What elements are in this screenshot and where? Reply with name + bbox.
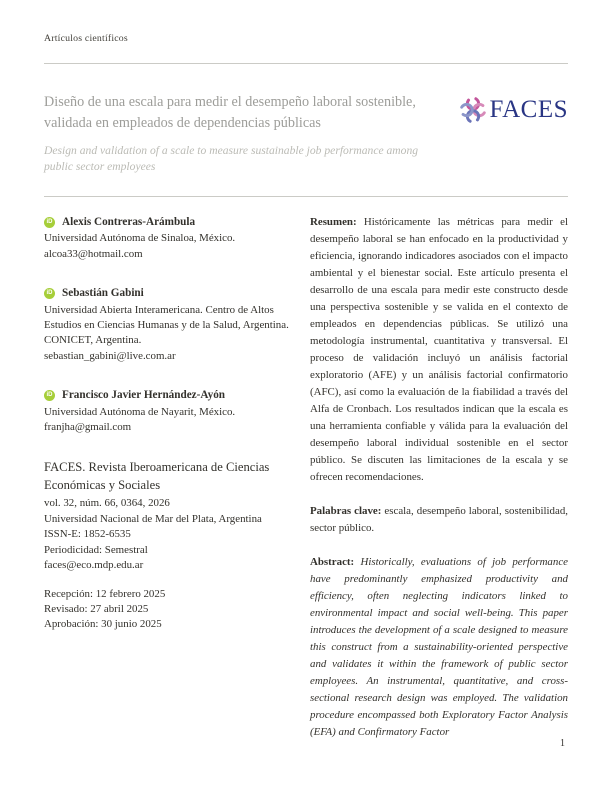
journal-name: FACES. Revista Iberoamericana de Ciencias Económicas y Sociales (44, 460, 270, 492)
abstract-es (310, 214, 568, 486)
author-name: Francisco Javier Hernández-Ayón (62, 389, 226, 402)
author-email: alcoa33@hotmail.com (44, 247, 143, 260)
section-header: Artículos científicos (44, 33, 128, 44)
keywords-es (310, 503, 568, 537)
journal-wordmark: FACES (489, 96, 568, 123)
author-email: sebastian_gabini@live.com.ar (44, 349, 176, 362)
author-email: franjha@gmail.com (44, 421, 132, 434)
abstract-es-label: Resumen: (310, 216, 357, 228)
article-title-en: Design and validation of a scale to measure sustainable job performance among public sector employees (44, 144, 419, 173)
author-entry (44, 388, 300, 435)
left-column (44, 215, 300, 633)
abstract-en-label: Abstract: (310, 556, 355, 568)
date-approved: Aprobación: 30 junio 2025 (44, 618, 162, 631)
author-name: Alexis Contreras-Arámbula (62, 216, 196, 228)
journal-periodicity: Periodicidad: Semestral (44, 543, 148, 556)
top-divider (44, 63, 568, 64)
abstract-en (310, 554, 568, 741)
title-block (44, 92, 568, 175)
date-revised: Revisado: 27 abril 2025 (44, 602, 149, 615)
keywords-es-text: escala, desempeño laboral, sostenibilidad, sector público. (310, 505, 568, 534)
faces-swirl-icon (457, 94, 489, 126)
mid-divider (44, 196, 568, 197)
author-entry (44, 286, 300, 364)
orcid-icon[interactable]: iD (44, 288, 55, 299)
author-affiliation: CONICET, Argentina. (44, 334, 142, 347)
journal-info (44, 459, 300, 573)
journal-email: faces@eco.mdp.edu.ar (44, 559, 144, 572)
journal-issn: ISSN-E: 1852-6535 (44, 528, 131, 541)
abstract-en-text: Historically, evaluations of job performance have predominantly emphasized productivity and efficiency, often neglecting indicators linked to environmental impact and social well-being. This paper introduces the development of a scale designed to measure this construct from a sustainability-oriented perspective and validates it within the framework of public sector employees. An instrumental, quantitative, and cross-sectional research design was employed. The validation procedure encompassed both Exploratory Factor Analysis (EFA) and Confirmatory Factor (310, 556, 568, 738)
dates-block (44, 587, 300, 633)
journal-logo (457, 94, 568, 126)
right-column (310, 214, 568, 741)
date-received: Recepción: 12 febrero 2025 (44, 587, 166, 600)
abstract-es-text: Históricamente las métricas para medir el desempeño laboral se han enfocado en la productividad y eficiencia, ignorando indicadores asociados con el impacto ambiental y el bienestar social. Este artículo presenta el desarrollo de una escala para medir este constructo desde una perspectiva sostenible y se valida en el contexto de empleados en dependencias públicas. Se utilizó una metodología instrumental, cuantitativa y transversal. El proceso de validación incluyó un análisis factorial exploratorio (AFE) y un análisis factorial confirmatorio (AFC), así como la evaluación de la fiabilidad a través del Alfa de Cronbach. Los resultados indican que la escala es una herramienta confiable y válida para la evaluación del desempeño laboral individual sostenible en el sector público. Se discuten las limitaciones de la escala y se ofrecen recomendaciones. (310, 216, 568, 483)
author-affiliation: Universidad Autónoma de Nayarit, México. (44, 405, 236, 418)
journal-volume: vol. 32, núm. 66, 0364, 2026 (44, 497, 170, 510)
page-number: 1 (560, 738, 565, 749)
author-affiliation: Universidad Autónoma de Sinaloa, México. (44, 232, 236, 245)
keywords-es-label: Palabras clave: (310, 505, 382, 517)
orcid-icon[interactable]: iD (44, 217, 55, 228)
orcid-icon[interactable]: iD (44, 390, 55, 401)
author-entry (44, 215, 300, 262)
article-title-es: Diseño de una escala para medir el desempeño laboral sostenible, validada en empleados de dependencias públicas (44, 94, 416, 131)
journal-institution: Universidad Nacional de Mar del Plata, Argentina (44, 512, 262, 525)
author-affiliation: Universidad Abierta Interamericana. Centro de Altos Estudios en Ciencias Humanas y de la Salud, Argentina. (44, 303, 289, 332)
author-name: Sebastián Gabini (62, 287, 144, 300)
